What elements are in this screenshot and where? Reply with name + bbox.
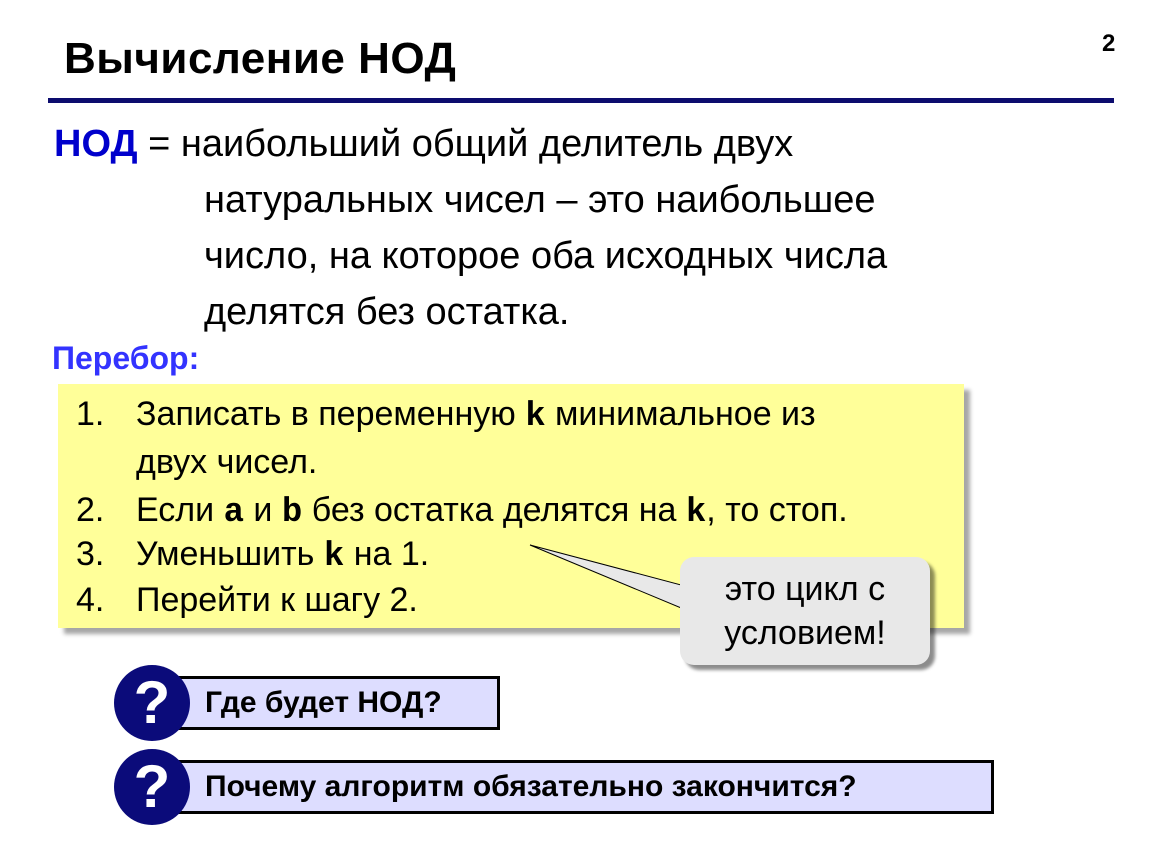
code-k: k (323, 538, 345, 576)
definition-block (54, 116, 887, 340)
step-text: Перейти к шагу 2. (136, 581, 418, 619)
code-a: a (223, 494, 244, 532)
definition-line-4: делятся без остатка. (204, 291, 570, 333)
code-k: k (685, 494, 707, 532)
question-1 (176, 676, 500, 730)
definition-text: = наибольший общий делитель двух (137, 123, 794, 165)
question-text: Почему алгоритм обязательно закончится? (205, 770, 857, 803)
step-number: 4. (76, 581, 105, 619)
step-number: 1. (76, 395, 105, 433)
code-k: k (525, 398, 546, 436)
step-text: Если a и b без остатка делятся на k, то стоп. (136, 491, 848, 532)
question-text: Где будет НОД? (205, 686, 442, 719)
definition-line-2: натуральных чисел – это наибольшее (204, 179, 876, 221)
question-mark-icon: ? (114, 749, 190, 825)
definition-line-3: число, на которое оба исходных числа (204, 235, 888, 277)
question-mark-icon: ? (114, 665, 190, 741)
slide-title: Вычисление НОД (64, 34, 457, 83)
step-number: 2. (76, 491, 105, 529)
callout-text: это цикл с условием! (724, 570, 886, 652)
definition-term: НОД (54, 123, 138, 165)
step-number: 3. (76, 535, 105, 573)
code-b: b (281, 494, 303, 532)
slide-number: 2 (1102, 30, 1116, 57)
subheading-brute-force: Перебор: (52, 340, 200, 376)
step-text: Записать в переменную k минимальное из (136, 395, 816, 436)
definition-line-1 (54, 116, 887, 172)
callout-bubble (680, 557, 930, 665)
title-divider (48, 98, 1114, 103)
question-2 (176, 760, 994, 814)
step-text: двух чисел. (136, 443, 318, 481)
step-text: Уменьшить k на 1. (136, 535, 430, 576)
